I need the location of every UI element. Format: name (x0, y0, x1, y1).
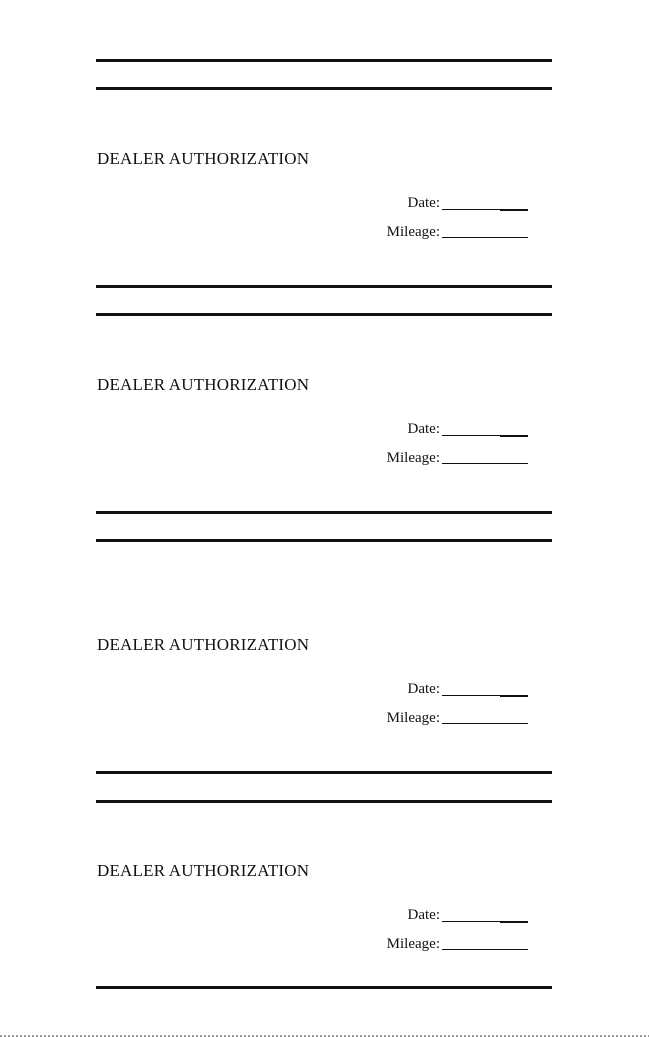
divider-rule (96, 87, 552, 90)
date-label: Date: (407, 907, 440, 923)
divider-rule (96, 511, 552, 514)
divider-rule (96, 986, 552, 989)
mileage-label: Mileage: (386, 224, 440, 240)
date-field-line[interactable] (442, 435, 528, 436)
date-label: Date: (407, 681, 440, 697)
mileage-label: Mileage: (386, 936, 440, 952)
section-heading: DEALER AUTHORIZATION (97, 375, 310, 394)
divider-rule (96, 800, 552, 803)
divider-rule (96, 59, 552, 62)
date-field-line[interactable] (442, 695, 528, 696)
section-heading: DEALER AUTHORIZATION (97, 635, 310, 654)
mileage-field-line[interactable] (442, 237, 528, 238)
mileage-field-line[interactable] (442, 949, 528, 950)
divider-rule (96, 539, 552, 542)
date-label: Date: (407, 195, 440, 211)
mileage-field-line[interactable] (442, 723, 528, 724)
section-heading: DEALER AUTHORIZATION (97, 149, 310, 168)
date-field-line[interactable] (442, 921, 528, 922)
divider-rule (96, 285, 552, 288)
section-heading: DEALER AUTHORIZATION (97, 861, 310, 880)
date-label: Date: (407, 421, 440, 437)
mileage-field-line[interactable] (442, 463, 528, 464)
divider-rule (96, 313, 552, 316)
mileage-label: Mileage: (386, 710, 440, 726)
divider-rule (96, 771, 552, 774)
date-field-line[interactable] (442, 209, 528, 210)
mileage-label: Mileage: (386, 450, 440, 466)
